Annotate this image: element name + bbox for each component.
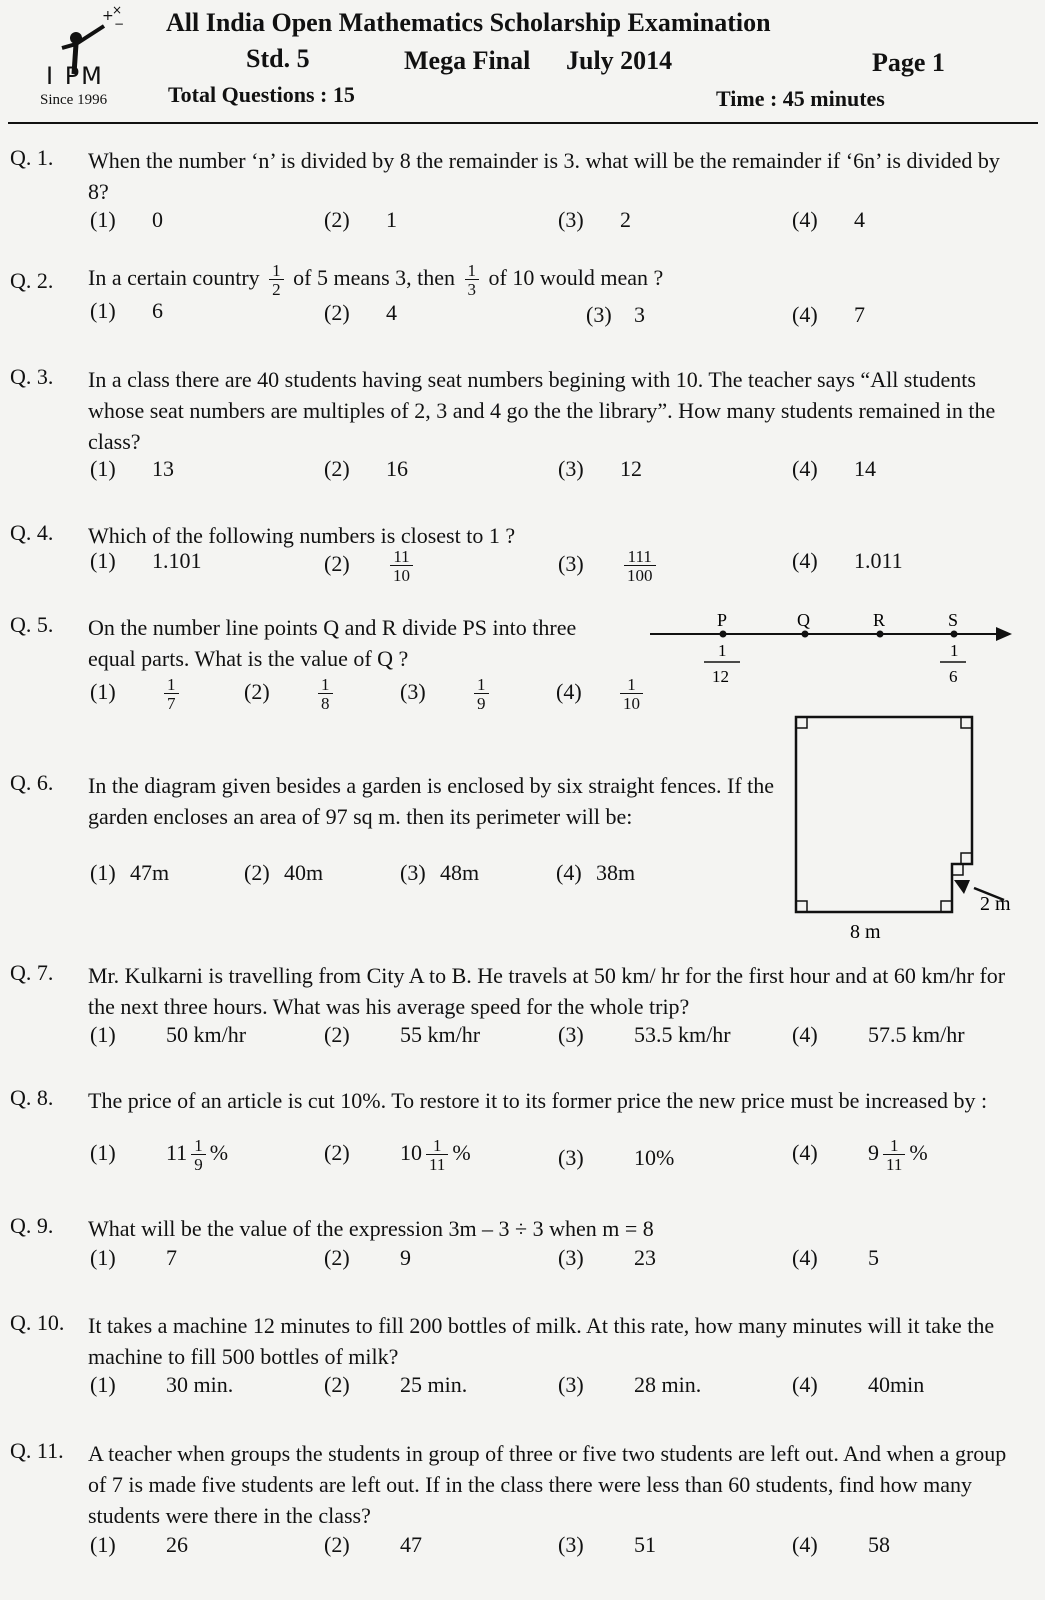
question-text: A teacher when groups the students in group of three or five two students are left out. And when a group of 7 is made five students are left out. If in the class there were less than 60 students, find how many students were there in the class? [88,1441,1007,1528]
arrow-head-icon [996,627,1012,641]
option-2[interactable]: (2) 10 $\frac{1}{11}$ % [324,1136,471,1174]
logo-text: I PM [46,62,104,90]
question-3 [10,364,1035,489]
dim-bottom: 8 m [850,921,881,943]
question-text: The price of an article is cut 10%. To restore it to its former price the new price must be increased by : [88,1088,988,1113]
question-text: When the number ‘n’ is divided by 8 the remainder is 3. what will be the remainder if ‘6n’ is divided by 8? [88,148,1000,204]
question-4 [10,520,1035,600]
option-1[interactable]: (1) 50 km/hr [90,1022,247,1047]
question-number: Q. 2. [10,268,54,293]
option-3[interactable]: (3) 51 [558,1532,656,1557]
option-3[interactable]: (3) $\frac{1}{9}$ [400,676,493,712]
option-1[interactable]: (1) 26 [90,1532,188,1557]
option-2[interactable]: (2) 25 min. [324,1372,468,1397]
option-3[interactable]: (3) 10% [558,1145,675,1170]
question-number: Q. 1. [10,145,54,170]
fraction: $\frac{1}{3}$ [465,262,480,298]
option-2[interactable]: (2) 1 [324,207,397,232]
question-text: Mr. Kulkarni is travelling from City A to B. He travels at 50 km/ hr for the first hour and at 60 km/hr for the next three hours. What was his average speed for the whole trip? [88,963,1006,1019]
option-4[interactable]: (4) 14 [792,456,876,481]
option-1[interactable]: (1) 0 [90,207,163,232]
label-p: P [717,610,728,630]
question-number: Q. 8. [10,1085,54,1110]
option-4[interactable]: (4) 38m [556,860,636,885]
option-3[interactable]: (3) 28 min. [558,1372,702,1397]
question-number: Q. 9. [10,1213,54,1238]
option-2[interactable]: (2) 16 [324,456,408,481]
option-4[interactable]: (4) 40min [792,1372,925,1397]
question-text: Which of the following numbers is closest to 1 ? [88,523,516,548]
option-4[interactable]: (4) 58 [792,1532,890,1557]
question-text: In a certain country $\frac{1}{2}$ of 5 means 3, then $\frac{1}{3}$ of 10 would mean ? [88,261,664,299]
option-4[interactable]: (4) 5 [792,1245,879,1270]
question-number: Q. 3. [10,364,54,389]
page-number: Page 1 [872,48,945,77]
question-8 [10,1085,1035,1195]
svg-text:+: + [102,8,114,24]
option-4[interactable]: (4) 4 [792,207,865,232]
option-3[interactable]: (3) 48m [400,860,480,885]
option-1[interactable]: (1) 7 [90,1245,177,1270]
question-9 [10,1213,1035,1288]
question-1 [10,145,1035,240]
arrow-head-icon [954,880,970,894]
point-r [877,631,884,638]
option-2[interactable]: (2) 9 [324,1245,411,1270]
svg-text:−: − [114,17,125,31]
point-p [720,631,727,638]
dim-notch: 2 m [980,893,1011,915]
option-3[interactable]: (3) $\frac{111}{100}$ [558,548,660,584]
number-line-diagram [640,608,1020,690]
exam-month: July 2014 [566,46,673,75]
question-text: In a class there are 40 students having seat numbers begining with 10. The teacher says “All students whose seat numbers are multiples of 2, 3 and 4 go the the library”. How many students remained in the class? [88,367,996,454]
question-number: Q. 6. [10,770,54,795]
option-1[interactable]: (1) 30 min. [90,1372,234,1397]
option-1[interactable]: (1) 13 [90,456,174,481]
option-4[interactable]: (4) 1.011 [792,548,903,573]
question-number: Q. 5. [10,612,54,637]
s-value-den: 6 [949,667,958,686]
option-2[interactable]: (2) $\frac{11}{10}$ [324,548,417,584]
p-value-den: 12 [712,667,729,686]
garden-outline [796,717,972,912]
option-4[interactable]: (4) 7 [792,302,865,327]
question-number: Q. 7. [10,960,54,985]
header-divider [8,122,1038,124]
option-2[interactable]: (2) 4 [324,300,397,325]
question-11 [10,1438,1035,1598]
option-1[interactable]: (1) $\frac{1}{7}$ [90,676,183,712]
garden-diagram [786,712,1036,962]
option-2[interactable]: (2) $\frac{1}{8}$ [244,676,337,712]
s-value-num: 1 [950,641,959,660]
question-2 [10,262,1035,342]
option-3[interactable]: (3) 2 [558,207,631,232]
option-4[interactable]: (4) 57.5 km/hr [792,1022,965,1047]
option-3[interactable]: (3) 53.5 km/hr [558,1022,731,1047]
question-text: What will be the value of the expression 3m – 3 ÷ 3 when m = 8 [88,1216,654,1241]
option-2[interactable]: (2) 40m [244,860,324,885]
svg-text:×: × [112,4,123,17]
option-1[interactable]: (1) 11 $\frac{1}{9}$ % [90,1136,229,1174]
option-3[interactable]: (3) 12 [558,456,642,481]
option-1[interactable]: (1) 47m [90,860,170,885]
option-3[interactable]: (3) 23 [558,1245,656,1270]
option-2[interactable]: (2) 55 km/hr [324,1022,481,1047]
std-label: Std. 5 [246,44,310,73]
option-4[interactable]: (4) $\frac{1}{10}$ [556,676,647,712]
exam-title: All India Open Mathematics Scholarship Examination [166,8,771,37]
option-1[interactable]: (1) 6 [90,298,163,323]
question-text: In the diagram given besides a garden is enclosed by six straight fences. If the garden encloses an area of 97 sq m. then its perimeter will be: [88,773,775,829]
option-3[interactable]: (3) 3 [586,302,645,327]
exam-name: Mega Final [404,46,531,75]
question-10 [10,1310,1035,1405]
logo-since: Since 1996 [40,92,108,108]
question-number: Q. 4. [10,520,54,545]
question-number: Q. 10. [10,1310,65,1335]
option-1[interactable]: (1) 1.101 [90,548,202,573]
point-s [951,631,958,638]
label-r: R [873,610,886,630]
fraction: $\frac{1}{2}$ [269,262,284,298]
question-7 [10,960,1035,1055]
option-4[interactable]: (4) 9 $\frac{1}{11}$ % [792,1136,928,1174]
total-questions: Total Questions : 15 [168,82,355,107]
point-q [802,631,809,638]
p-value-num: 1 [718,641,727,660]
time-limit: Time : 45 minutes [716,86,885,111]
label-q: Q [797,610,810,630]
question-number: Q. 11. [10,1438,64,1463]
question-text: It takes a machine 12 minutes to fill 200 bottles of milk. At this rate, how many minutes will it take the machine to fill 500 bottles of milk? [88,1313,995,1369]
question-text: On the number line points Q and R divide PS into three equal parts. What is the value of Q ? [88,615,577,671]
option-2[interactable]: (2) 47 [324,1532,422,1557]
label-s: S [948,610,959,630]
